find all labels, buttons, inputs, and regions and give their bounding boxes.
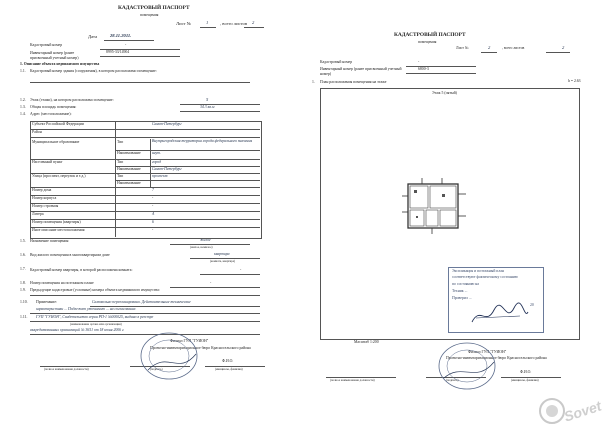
passport-page-1 — [0, 0, 302, 439]
row-1-1-label: Кадастровый номер здания (сооружения), в котором расположено помещение: — [30, 69, 157, 73]
addr-municipal-type-label: Тип — [117, 140, 124, 144]
addr-settlement-name-value: Санкт-Петербург — [152, 167, 182, 171]
date-label: Дата — [88, 34, 98, 39]
addr-litera-label: Литера — [32, 212, 44, 216]
addr-street-type-label: Тип — [117, 174, 124, 178]
addr-other-label: Иное описание местоположения — [32, 228, 85, 232]
row-1-10-value-2: характеристики ... Подлежат уточнению ... на согласование. — [36, 307, 137, 311]
inventory-label: Инвентарный номер (ранее присвоенный учетный номер) — [30, 51, 79, 60]
page1-sheets-label: , всего листов — [220, 21, 247, 26]
page2-footer-hint-name: (инициалы, фамилия) — [511, 378, 539, 382]
watermark-text: Sovet — [562, 397, 604, 425]
stamp-line-2: соответствуют фактическому состоянию — [452, 275, 518, 279]
floor-plan-drawing — [402, 176, 466, 236]
row-1-11-no: 1.11. — [20, 315, 28, 319]
row-1-11-hint: (наименование органа или организации) — [70, 322, 122, 326]
sovet-watermark-logo — [532, 387, 604, 435]
row-1-3-no: 1.3. — [20, 105, 26, 109]
row-1-2-no: 1.2. — [20, 98, 26, 102]
addr-building-value: - — [152, 204, 154, 208]
page2-footer-signer: Ф.И.О. — [520, 370, 532, 374]
row-1-4-no: 1.4. — [20, 112, 26, 116]
row-1-8-no: 1.8. — [20, 281, 26, 285]
page1-sheets-total: 2 — [252, 20, 255, 25]
addr-house-label: Номер дома — [32, 188, 52, 192]
plan-height: h = 2.63 — [568, 79, 581, 83]
page1-sheet-no: 1 — [206, 20, 209, 25]
addr-apartment-value: 6 — [152, 220, 154, 224]
plan-label: План расположения помещения на этаже — [320, 80, 387, 84]
plan-no: 1. — [312, 80, 315, 84]
row-1-9-no: 1.9. — [20, 288, 26, 292]
addr-district-label: Район — [32, 130, 42, 134]
row-1-11-label: ГУП "ГУИОН", Свидетельство серии РП-1 №000025, выдано в реестре — [36, 315, 154, 319]
page2-footer-org: Филиал ГУП "ГУИОН" — [468, 350, 507, 354]
date-value: 28.11.2011. — [110, 33, 132, 38]
floor-label: Этаж 5 (пятый) — [432, 91, 457, 95]
row-1-3-label: Общая площадь помещения: — [30, 105, 77, 109]
page1-footer-hint-position: (полное наименование должности) — [44, 367, 89, 371]
page1-footer-org: Филиал ГУП "ГУИОН" — [170, 339, 209, 343]
section-1-title: 1. Описание объекта недвижимого имущества — [20, 62, 100, 66]
addr-municipal-type-value: Внутригородская территория города федерального значения — [152, 139, 253, 143]
row-1-5-label: Назначение помещения: — [30, 239, 70, 243]
addr-other-value: - — [152, 228, 154, 232]
addr-korpus-label: Номер корпуса — [32, 196, 57, 200]
page2-sheet-no: 2 — [488, 45, 491, 50]
row-1-8-label: Номер помещения на поэтажном плане — [30, 281, 94, 285]
row-1-11-value: аккредитованных организаций № 3651 от 18 июня 2006 г. — [30, 328, 125, 332]
page2-inventory-value: 6800-3 — [418, 67, 429, 71]
addr-subject-value: Санкт-Петербург — [152, 122, 182, 126]
row-1-9-label: Предыдущие кадастровые (условные) номера объекта недвижимого имущества: — [30, 288, 160, 292]
row-1-6-hint: (комната, квартира) — [210, 259, 236, 263]
page2-sheet-label: Лист № — [456, 46, 469, 50]
row-1-2-label: Этаж (этажи), на котором расположено помещение: — [30, 98, 114, 102]
row-1-10-value: Самовольно перепланировано. Действительные технические — [92, 300, 191, 304]
addr-street-name-label: Наименование — [117, 181, 141, 185]
page2-cadastral-label: Кадастровый номер — [320, 60, 353, 64]
page2-sheets-label: , всего листов — [502, 46, 525, 50]
page1-footer-hint-name: (инициалы, фамилия) — [215, 367, 243, 371]
page2-title: КАДАСТРОВЫЙ ПАСПОРТ — [394, 32, 466, 38]
addr-building-label: Номер строения — [32, 204, 59, 208]
row-1-6-value: квартира — [214, 252, 230, 256]
page2-sheets-total: 2 — [562, 45, 565, 50]
row-1-7-label: Кадастровый номер квартиры, в которой расположена комната: — [30, 268, 133, 272]
row-1-7-value: - — [240, 268, 242, 272]
addr-municipal-name-value: внут. — [152, 151, 161, 155]
page1-footer-dept: Проектно-инвентаризационное бюро Красносельского района — [150, 346, 251, 350]
row-1-7-no: 1.7. — [20, 267, 26, 271]
addr-settlement-type-label: Тип — [117, 160, 124, 164]
page1-subtitle: помещения — [140, 13, 159, 17]
addr-settlement-type-value: город — [152, 160, 162, 164]
addr-korpus-value: - — [152, 196, 154, 200]
row-1-5-value: жилое — [200, 238, 211, 242]
addr-subject-label: Субъект Российской Федерации — [32, 122, 84, 126]
addr-litera-value: А — [152, 212, 155, 216]
inventory-value: 8995-33/14904 — [106, 50, 130, 54]
page1-sheet-label: Лист № — [176, 21, 192, 26]
page2-cadastral-value: - — [418, 60, 420, 64]
row-1-1-no: 1.1. — [20, 69, 26, 73]
addr-house-value: 7 — [152, 188, 154, 192]
cadastral-no-label: Кадастровый номер — [30, 43, 63, 47]
stamp-line-4: Техник ... — [452, 289, 468, 293]
page2-footer-dept: Проектно-инвентаризационное бюро Красносельского района — [446, 356, 547, 360]
scale-label: Масштаб 1:200 — [354, 340, 379, 344]
row-1-3-value: 34.3 кв.м — [200, 105, 215, 109]
stamp-line-3: по состоянию на — [452, 282, 479, 286]
addr-settlement-label: Населенный пункт — [32, 160, 63, 164]
addr-municipal-name-label: Наименование — [117, 151, 141, 155]
cadastral-no-value: - — [125, 43, 127, 47]
addr-apartment-label: Номер помещения (квартиры) — [32, 220, 81, 224]
row-1-10-label: Примечание: — [36, 300, 58, 304]
row-1-6-label: Вид жилого помещения в многоквартирном доме — [30, 253, 110, 257]
stamp-line-1: Экспликация и поэтажный план — [452, 269, 504, 273]
stamp-date: 20 — [530, 303, 534, 307]
page2-footer-hint-signature: (подпись) — [446, 378, 459, 382]
addr-settlement-name-label: Наименование — [117, 167, 141, 171]
row-1-10-no: 1.10. — [20, 300, 28, 304]
passport-page-2 — [306, 0, 610, 439]
page2-footer-hint-position: (полное наименование должности) — [330, 378, 375, 382]
round-stamp-page2 — [436, 340, 498, 392]
addr-municipal-label: Муниципальное образование — [32, 140, 80, 144]
page1-footer-hint-signature: (подпись) — [150, 367, 163, 371]
row-1-6-no: 1.6. — [20, 253, 26, 257]
row-1-4-label: Адрес (местоположение): — [30, 112, 72, 116]
row-1-5-hint: (жилое, нежилое) — [190, 245, 213, 249]
addr-street-label: Улица (проспект, переулок и т.д.) — [32, 174, 86, 178]
page1-title: КАДАСТРОВЫЙ ПАСПОРТ — [118, 5, 190, 11]
addr-street-type-value: проспект — [152, 174, 168, 178]
row-1-5-no: 1.5. — [20, 239, 26, 243]
round-stamp-page1 — [138, 330, 200, 382]
row-1-2-value: 5 — [206, 97, 209, 102]
stamp-line-5: Проверил ... — [452, 296, 472, 300]
page1-footer-signer: Ф.И.О. — [222, 359, 234, 363]
row-1-8-value: - — [210, 281, 212, 285]
page2-inventory-label: Инвентарный номер (ранее присвоенный учетный номер) — [320, 67, 402, 76]
signature-scribble — [470, 302, 530, 328]
page2-subtitle: помещения — [418, 40, 437, 44]
